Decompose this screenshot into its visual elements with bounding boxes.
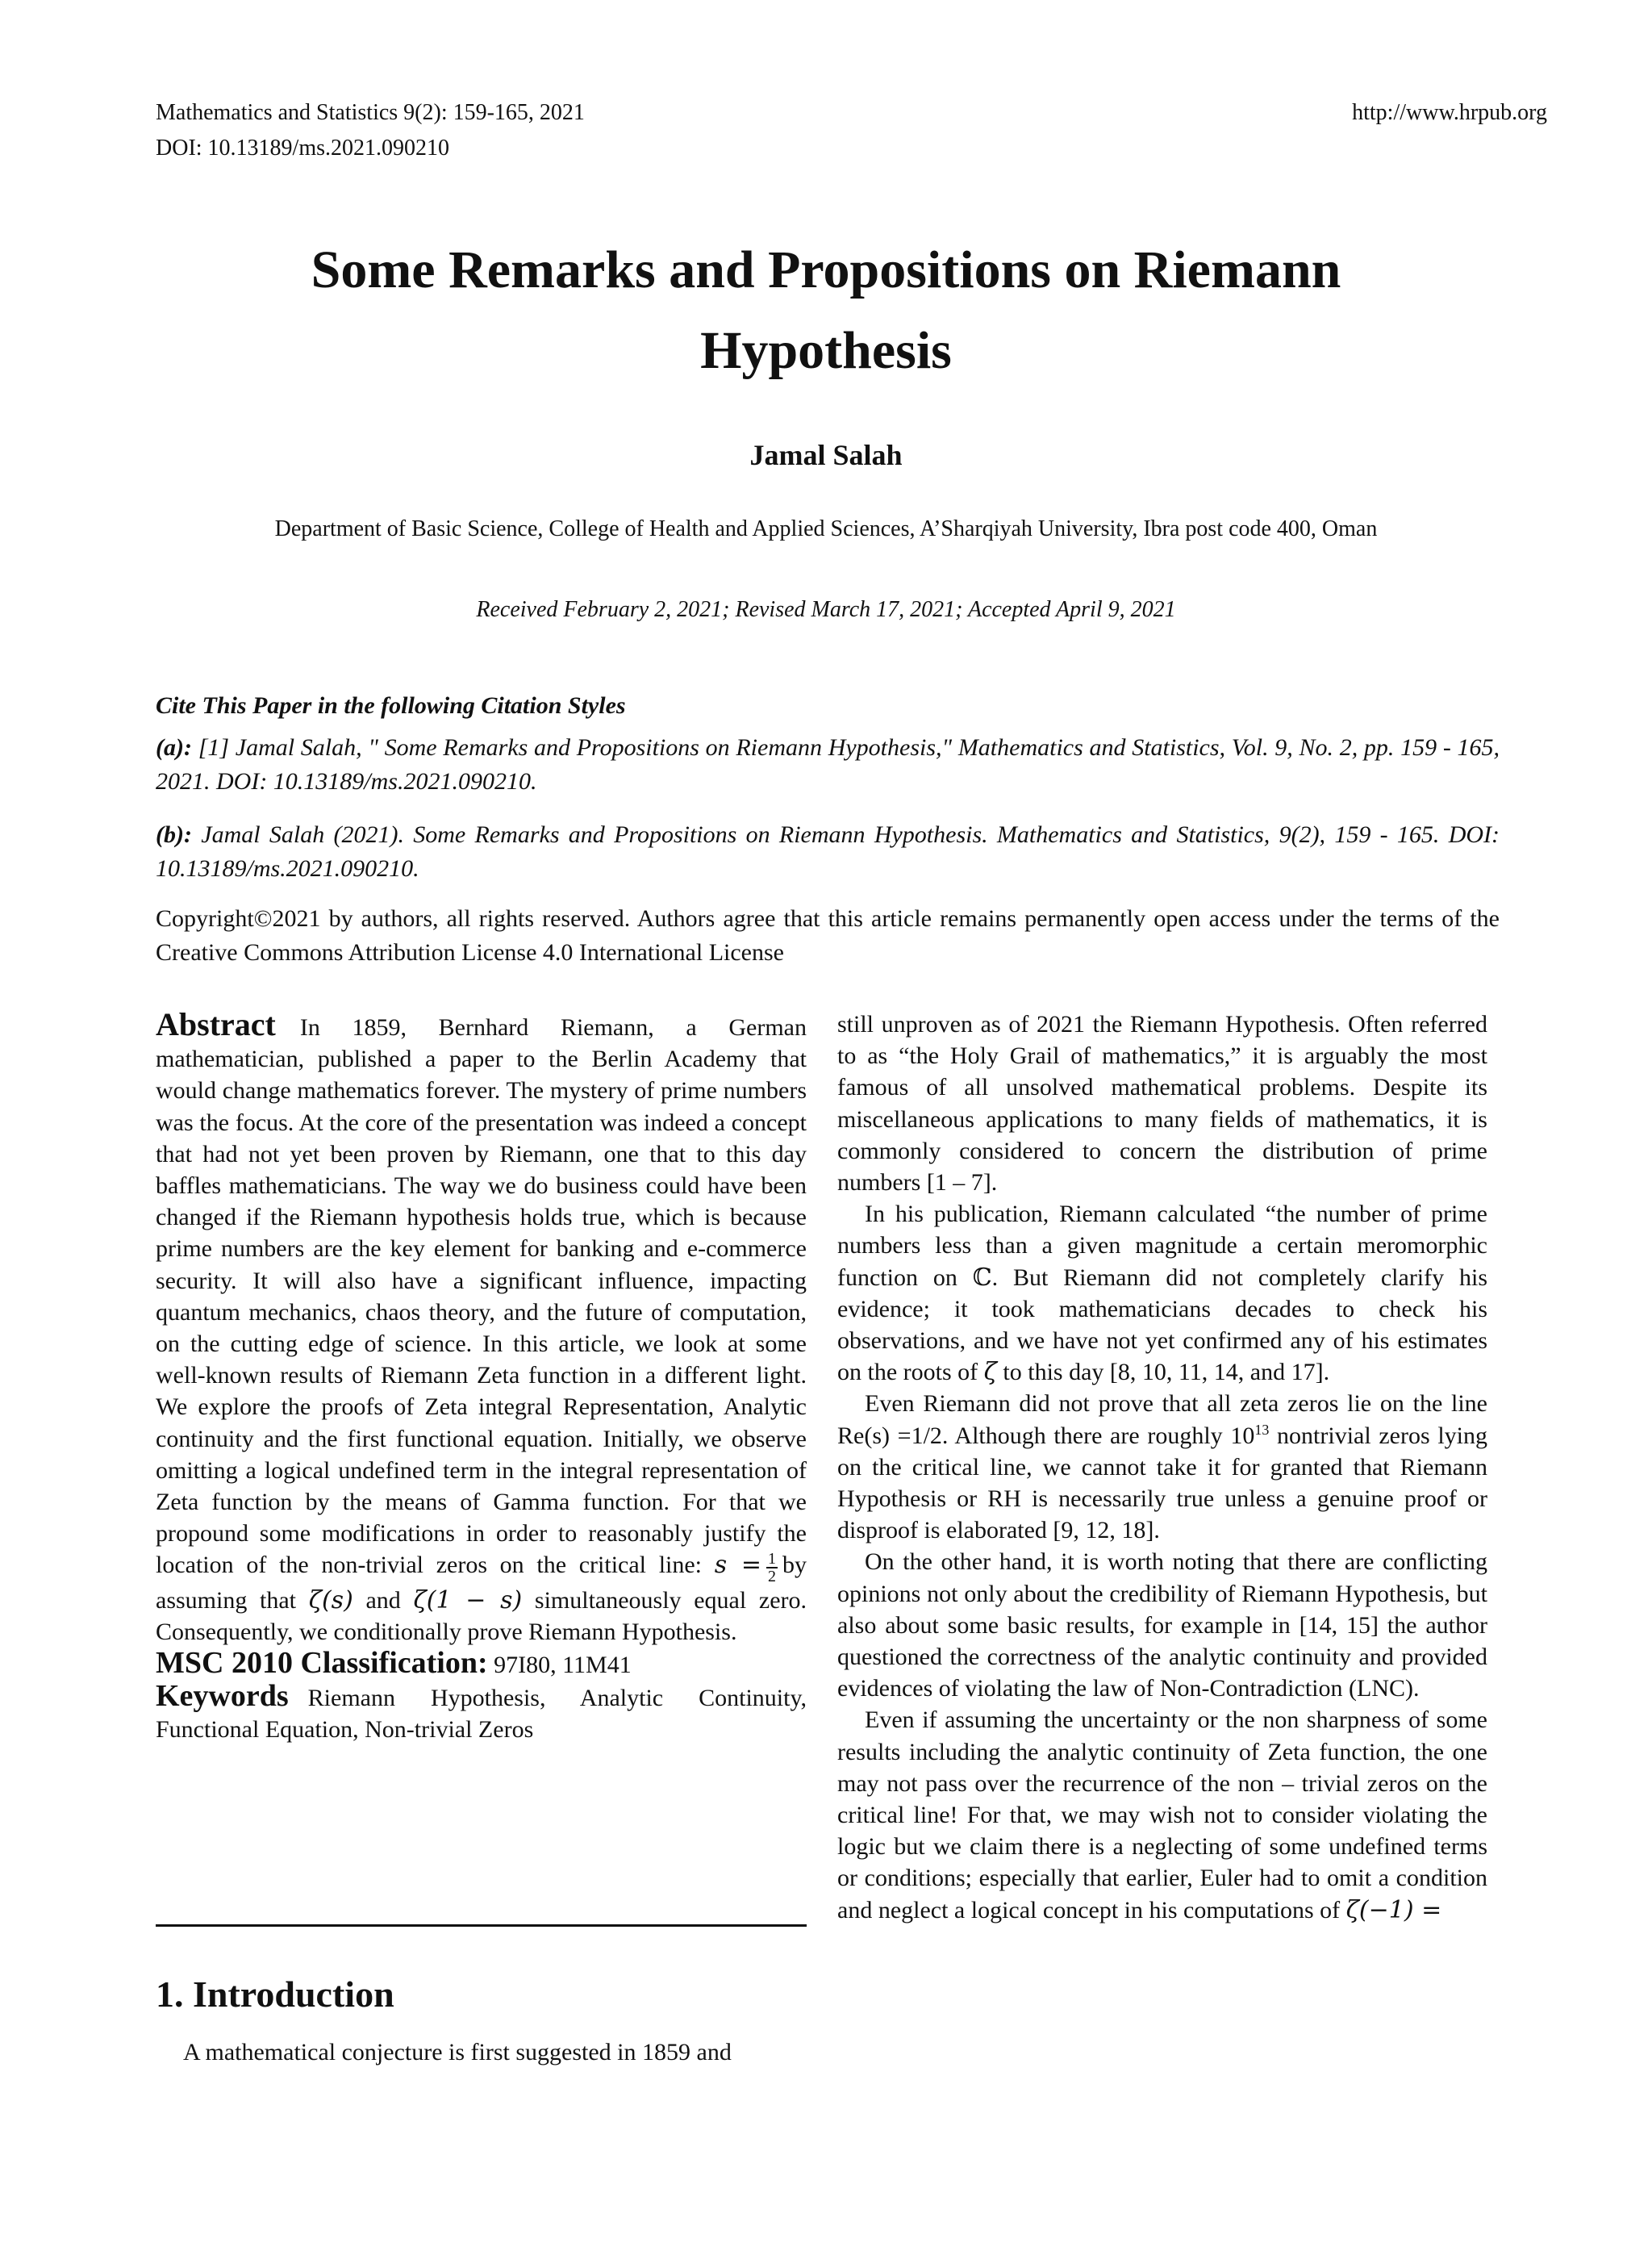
msc-label: MSC 2010 Classification:: [156, 1645, 488, 1680]
msc-value: 97I80, 11M41: [494, 1651, 632, 1678]
complex-plane-symbol: ℂ: [972, 1263, 992, 1292]
p2-text-a: In his publication, Riemann calculated “the number of prime numbers less than a given magnitude a certain meromorphic function on: [837, 1201, 1487, 1291]
journal-url[interactable]: http://www.hrpub.org: [1352, 100, 1547, 125]
introduction-paragraph-1-start: A mathematical conjecture is first suggested in 1859 and: [183, 2039, 732, 2065]
abstract-text-2: by assuming that: [156, 1552, 807, 1614]
fraction-one-half: [766, 1551, 778, 1585]
abstract-text-4: simultaneously equal zero. Consequently, we conditionally prove Riemann Hypothesis.: [156, 1586, 807, 1645]
citation-heading: Cite This Paper in the following Citation Styles: [156, 692, 626, 719]
math-zeta-minus-one: ζ(−1) =: [1345, 1895, 1442, 1924]
math-s-equals: s =: [714, 1551, 761, 1580]
title-line-2: Hypothesis: [700, 321, 952, 380]
right-column: [837, 1009, 1487, 1926]
abstract: [156, 1006, 807, 1648]
citation-a-label: (a):: [156, 734, 192, 761]
title-line-1: Some Remarks and Propositions on Riemann: [311, 240, 1341, 299]
p2-text-b: . But Riemann did not completely clarify his evidence; it took mathematicians decades to check his observations, and we have not yet confirmed any of his estimates on the roots of: [837, 1264, 1487, 1386]
introduction-paragraph-2: [837, 1198, 1487, 1388]
copyright-notice: Copyright©2021 by authors, all rights reserved. Authors agree that this article remains permanently open access under the terms of the Creative Commons Attribution License 4.0 International License: [156, 905, 1500, 966]
math-zeta-one-minus-s: ζ(1 − s): [413, 1585, 523, 1614]
keywords-value: Riemann Hypothesis, Analytic Continuity, Functional Equation, Non-trivial Zeros: [156, 1685, 807, 1744]
p2-text-c: to this day [8, 10, 11, 14, and 17].: [1003, 1359, 1330, 1386]
introduction-paragraph-4: On the other hand, it is worth noting that there are conflicting opinions not only about the credibility of Riemann Hypothesis, but also about some basic results, for example in [14, 15] the author questioned the correctness of the analytic continuity and provided evidences of violating the law of Non-Contradiction (LNC).: [837, 1548, 1487, 1702]
section-divider: [156, 1924, 807, 1927]
journal-doi: DOI: 10.13189/ms.2021.090210: [156, 136, 449, 161]
fraction-denominator: 2: [768, 1567, 776, 1585]
citation-style-a: [156, 731, 1500, 799]
citation-a-text: [1] Jamal Salah, " Some Remarks and Propositions on Riemann Hypothesis," Mathematics and Statistics, Vol. 9, No. 2, pp. 159 - 165, 2021. DOI: 10.13189/ms.2021.090210.: [156, 734, 1500, 795]
p3-text-b: nontrivial zeros lying on the critical line, we cannot take it for granted that Riemann Hypothesis or RH is necessarily true unless a genuine proof or disproof is elaborated [9, 12, 18].: [837, 1422, 1487, 1544]
keywords: [156, 1681, 807, 1745]
abstract-text-3: and: [365, 1586, 401, 1614]
journal-header: [156, 95, 585, 166]
journal-citation: Mathematics and Statistics 9(2): 159-165, 2021: [156, 100, 585, 125]
keywords-label: Keywords: [156, 1679, 289, 1714]
p5-text-a: Even if assuming the uncertainty or the non sharpness of some results including the analytic continuity of Zeta function, the one may not pass over the recurrence of the non – trivial zeros on the critical line! For that, we may wish not to consider violating the logic but we claim there is a neglecting of some undefined terms or conditions; especially that earlier, Euler had to omit a condition and neglect a logical concept in his computations of: [837, 1706, 1487, 1923]
author-affiliation: Department of Basic Science, College of Health and Applied Sciences, A’Sharqiyah University, Ibra post code 400, Oman: [274, 516, 1378, 541]
paper-title: [0, 230, 1652, 391]
p3-exponent: 13: [1254, 1421, 1270, 1438]
submission-dates: Received February 2, 2021; Revised March 17, 2021; Accepted April 9, 2021: [476, 597, 1176, 622]
msc-classification: [156, 1645, 807, 1681]
introduction-paragraph-1-cont: still unproven as of 2021 the Riemann Hypothesis. Often referred to as “the Holy Grail of mathematics,” it is arguably the most famous of all unsolved mathematical problems. Despite its miscellaneous applications to many fields of mathematics, it is commonly considered to concern the distribution of prime numbers [1 – 7].: [837, 1011, 1487, 1197]
citation-b-text: Jamal Salah (2021). Some Remarks and Propositions on Riemann Hypothesis. Mathematics and Statistics, 9(2), 159 - 165. DOI: 10.13189/ms.2021.090210.: [156, 821, 1500, 882]
left-column: [156, 1006, 807, 1746]
citation-style-b: [156, 818, 1500, 886]
fraction-numerator: 1: [768, 1549, 776, 1568]
introduction-heading: 1. Introduction: [156, 1974, 394, 2015]
abstract-label: Abstract: [156, 1006, 276, 1042]
abstract-text-1: In 1859, Bernhard Riemann, a German mathematician, published a paper to the Berlin Academy that would change mathematics forever. The mystery of prime numbers was the focus. At the core of the presentation was indeed a concept that had not yet been proven by Riemann, one that to this day baffles mathematicians. The way we do business could have been changed if the Riemann hypothesis holds true, which is because prime numbers are the key element for banking and e-commerce security. It will also have a significant influence, impacting quantum mechanics, chaos theory, and the future of computation, on the cutting edge of science. In this article, we look at some well-known results of Riemann Zeta function in a different light. We explore the proofs of Zeta integral Representation, Analytic continuity and the first functional equation. Initially, we observe omitting a logical undefined term in the integral representation of Zeta function by the means of Gamma function. For that we propound some modifications in order to reasonably justify the location of the non-trivial zeros on the critical line:: [156, 1014, 807, 1579]
introduction-paragraph-5: [837, 1704, 1487, 1925]
p3-text-a: Even Riemann did not prove that all zeta zeros lie on the line Re(s) =1/2. Although there are roughly 10: [837, 1390, 1487, 1449]
math-zeta-s: ζ(s): [308, 1585, 353, 1614]
citation-b-label: (b):: [156, 821, 192, 848]
author-name: Jamal Salah: [749, 439, 903, 471]
introduction-paragraph-3: [837, 1388, 1487, 1546]
math-zeta: ζ: [983, 1358, 997, 1387]
